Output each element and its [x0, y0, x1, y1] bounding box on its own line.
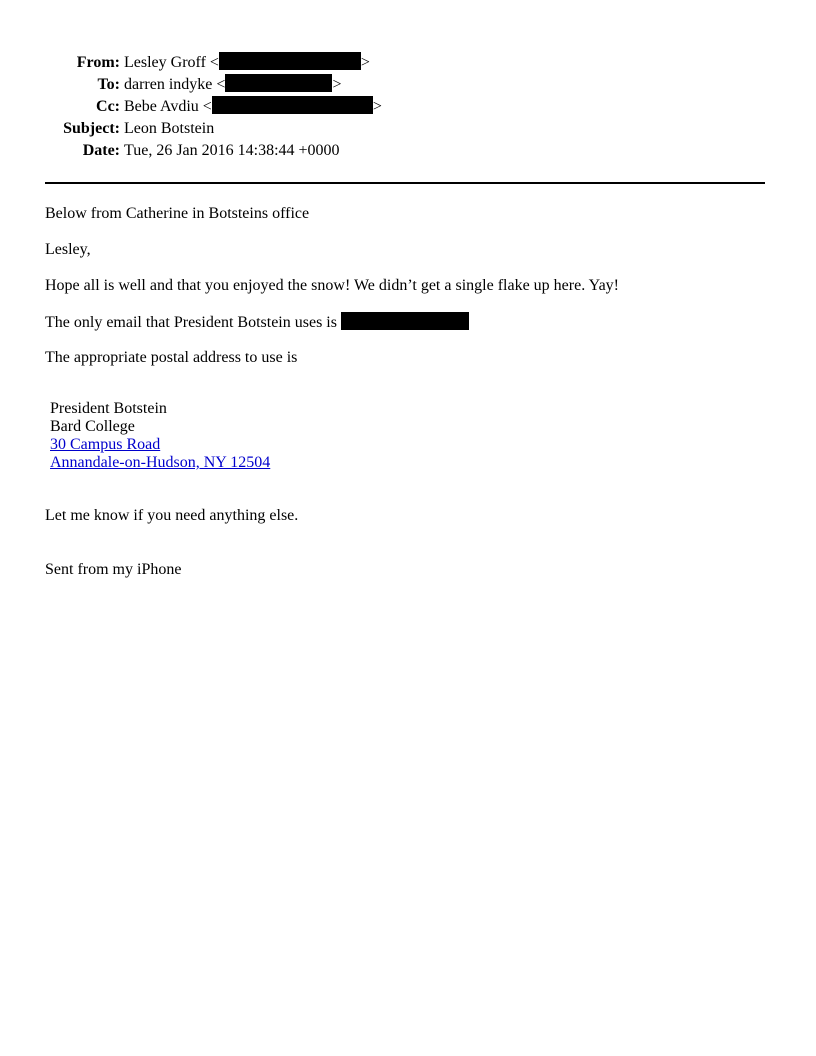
postal-address	[50, 400, 270, 472]
closing-line: Let me know if you need anything else.	[45, 507, 299, 524]
body-line-1: Hope all is well and that you enjoyed the snow! We didn’t get a single flake up here. Yay!	[45, 277, 619, 294]
subject-row	[0, 118, 816, 140]
intro-line: Below from Catherine in Botsteins office	[45, 205, 310, 222]
greeting-line: Lesley,	[45, 241, 91, 258]
date-label: Date:	[82, 142, 120, 159]
body-line-3: The appropriate postal address to use is	[45, 349, 298, 366]
address-name: President Botstein	[50, 400, 167, 417]
redaction-box	[212, 96, 373, 114]
date-value: Tue, 26 Jan 2016 14:38:44 +0000	[124, 142, 340, 159]
address-street-link[interactable]: 30 Campus Road	[50, 436, 161, 453]
from-suffix: >	[360, 54, 370, 71]
address-city-link[interactable]: Annandale-on-Hudson, NY 12504	[50, 454, 271, 471]
redaction-box	[341, 312, 469, 330]
address-org: Bard College	[50, 418, 135, 435]
to-name: darren indyke <	[124, 76, 226, 93]
cc-label: Cc:	[96, 98, 120, 115]
body-line-2	[45, 312, 469, 333]
subject-label: Subject:	[63, 120, 120, 137]
subject-value: Leon Botstein	[124, 120, 215, 137]
cc-suffix: >	[372, 98, 382, 115]
from-name: Lesley Groff <	[124, 54, 219, 71]
to-value	[124, 74, 341, 96]
cc-row	[0, 96, 816, 118]
to-suffix: >	[332, 76, 342, 93]
from-label: From:	[76, 54, 120, 71]
signature-line: Sent from my iPhone	[45, 561, 182, 578]
date-row	[0, 140, 816, 162]
header-divider	[45, 182, 765, 184]
from-value	[124, 52, 370, 74]
email-sentence: The only email that President Botstein uses is	[45, 314, 337, 331]
cc-value	[124, 96, 382, 118]
redaction-box	[219, 52, 361, 70]
cc-name: Bebe Avdiu <	[124, 98, 212, 115]
to-label: To:	[97, 76, 120, 93]
to-row	[0, 74, 816, 96]
redaction-box	[225, 74, 332, 92]
email-header	[0, 52, 816, 162]
from-row	[0, 52, 816, 74]
